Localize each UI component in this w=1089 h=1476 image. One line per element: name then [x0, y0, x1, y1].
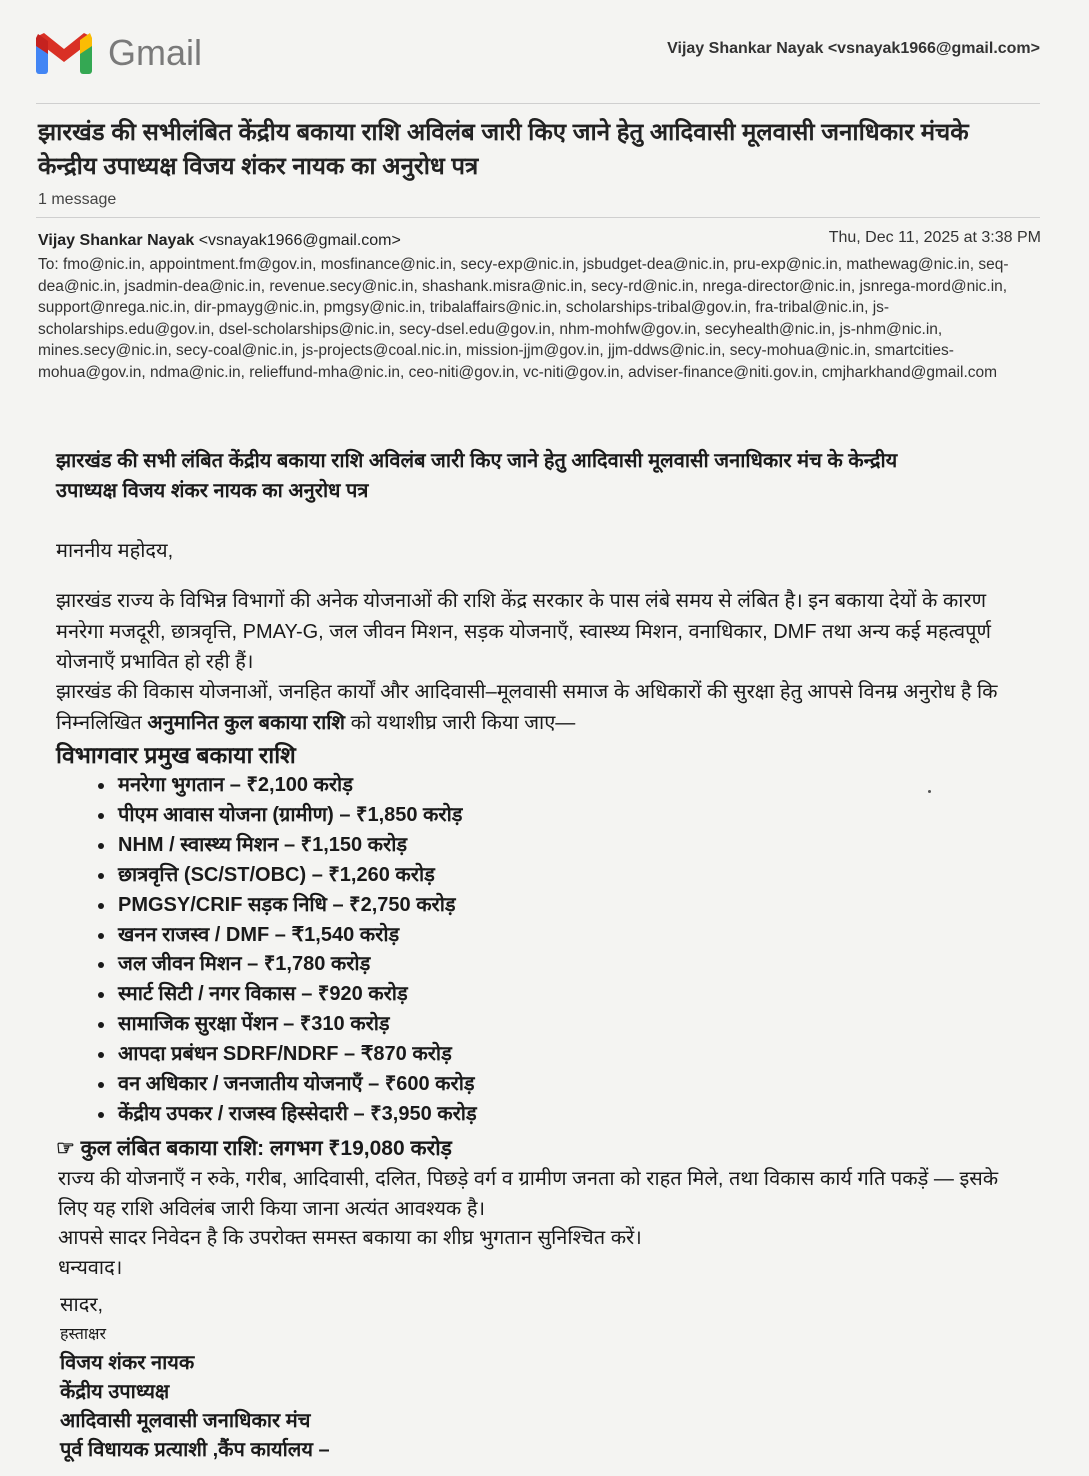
list-item: • सामाजिक सुरक्षा पेंशन – ₹310 करोड़	[116, 1010, 477, 1040]
sender-email: <vsnayak1966@gmail.com>	[198, 232, 401, 249]
request-text: झारखंड की विकास योजनाओं, जनहित कार्यों और आदिवासी–मूलवासी समाज के अधिकारों की सुरक्षा हेतु आपसे विनम्र अनुरोध है कि निम्नलिखित	[56, 681, 998, 734]
sender	[38, 232, 401, 250]
request-emphasis: अनुमानित कुल बकाया राशि	[147, 711, 346, 734]
signatory-role: केंद्रीय उपाध्यक्ष	[60, 1381, 170, 1403]
signature-block	[60, 1291, 330, 1465]
message-count: 1 message	[38, 191, 117, 208]
thanks: धन्यवाद।	[58, 1256, 123, 1279]
salutation: माननीय महोदय,	[56, 540, 174, 562]
list-item: • छात्रवृत्ति (SC/ST/OBC) – ₹1,260 करोड़	[116, 861, 477, 891]
list-item: • PMGSY/CRIF सड़क निधि – ₹2,750 करोड़	[116, 891, 477, 921]
letter-title: झारखंड की सभी लंबित केंद्रीय बकाया राशि अविलंब जारी किए जाने हेतु आदिवासी मूलवासी जनाधिकार मंच के केन्द्रीय उपाध्यक्ष विजय शंकर नायक का अनुरोध पत्र	[56, 450, 898, 502]
list-item: • पीएम आवास योजना (ग्रामीण) – ₹1,850 करोड़	[116, 801, 477, 831]
divider	[36, 217, 1040, 218]
message-date: Thu, Dec 11, 2025 at 3:38 PM	[828, 229, 1041, 246]
list-item: • स्मार्ट सिटी / नगर विकास – ₹920 करोड़	[116, 980, 477, 1010]
signature-label: हस्ताक्षर	[60, 1326, 107, 1343]
total-dues	[56, 1134, 452, 1162]
divider	[36, 103, 1040, 104]
regards: सादर,	[60, 1294, 104, 1316]
gmail-header	[36, 28, 1040, 78]
account-identity: Vijay Shankar Nayak <vsnayak1966@gmail.com>	[667, 40, 1040, 57]
gmail-wordmark: Gmail	[108, 32, 203, 73]
request-text-end: को यथाशीघ्र जारी किया जाए—	[345, 711, 576, 734]
pointing-hand-icon: ☞	[56, 1137, 75, 1160]
closing-paragraph: राज्य की योजनाएँ न रुके, गरीब, आदिवासी, दलित, पिछड़े वर्ग व ग्रामीण जनता को राहत मिले, तथा विकास कार्य गति पकड़ें — इसके लिए यह राशि अविलंब जारी किया जाना अत्यंत आवश्यक है।	[58, 1168, 999, 1220]
total-dues-text: कुल लंबित बकाया राशि: लगभग ₹19,080 करोड़	[80, 1137, 452, 1160]
list-item: • वन अधिकार / जनजातीय योजनाएँ – ₹600 करोड़	[116, 1070, 477, 1100]
speck	[928, 790, 931, 793]
paragraph-intro: झारखंड राज्य के विभिन्न विभागों की अनेक योजनाओं की राशि केंद्र सरकार के पास लंबे समय से लंबित है। इन बकाया देयों के कारण मनरेगा मजदूरी, छात्रवृत्ति, PMAY-G, जल जीवन मिशन, सड़क योजनाएँ, स्वास्थ्य मिशन, वनाधिकार, DMF तथा अन्य कई महत्वपूर्ण योजनाएँ प्रभावित हो रही हैं।	[56, 590, 991, 673]
thread-subject: झारखंड की सभीलंबित केंद्रीय बकाया राशि अविलंब जारी किए जाने हेतु आदिवासी मूलवासी जनाधिकार मंचके केन्द्रीय उपाध्यक्ष विजय शंकर नायक का अनुरोध पत्र	[38, 119, 969, 180]
signatory-org: आदिवासी मूलवासी जनाधिकार मंच	[60, 1410, 311, 1432]
list-item: • आपदा प्रबंधन SDRF/NDRF – ₹870 करोड़	[116, 1040, 477, 1070]
list-item: • NHM / स्वास्थ्य मिशन – ₹1,150 करोड़	[116, 831, 477, 861]
list-item: • केंद्रीय उपकर / राजस्व हिस्सेदारी – ₹3,950 करोड़	[116, 1100, 477, 1130]
section-heading: विभागवार प्रमुख बकाया राशि	[56, 742, 296, 768]
gmail-logo-icon	[36, 32, 92, 74]
signatory-name: विजय शंकर नायक	[60, 1352, 195, 1374]
closing	[58, 1165, 1033, 1283]
sender-name: Vijay Shankar Nayak	[38, 232, 195, 249]
paragraph-request	[56, 677, 1031, 738]
signatory-office: पूर्व विधायक प्रत्याशी ,कैंप कार्यालय –	[60, 1439, 330, 1461]
closing-request: आपसे सादर निवेदन है कि उपरोक्त समस्त बकाया का शीघ्र भुगतान सुनिश्चित करें।	[58, 1227, 642, 1249]
dues-list	[90, 771, 477, 1130]
list-item: • मनरेगा भुगतान – ₹2,100 करोड़	[116, 771, 477, 801]
recipients: To: fmo@nic.in, appointment.fm@gov.in, mosfinance@nic.in, secy-exp@nic.in, jsbudget-dea@nic.in, pru-exp@nic.in, mathewag@nic.in, seq-dea@nic.in, jsadmin-dea@nic.in, revenue.secy@nic.in, shashank.misra@nic.in, secy-rd@nic.in, nrega-director@nic.in, jsnrega-mord@nic.in, support@nrega.nic.in, dir-pmayg@nic.in, pmgsy@nic.in, tribalaffairs@nic.in, scholarships-tribal@gov.in, fra-tribal@nic.in, js-scholarships.edu@gov.in, dsel-scholarships@nic.in, secy-dsel.edu@gov.in, nhm-mohfw@gov.in, secyhealth@nic.in, js-nhm@nic.in, mines.secy@nic.in, secy-coal@nic.in, js-projects@coal.nic.in, mission-jjm@gov.in, jjm-ddws@nic.in, secy-mohua@nic.in, smartcities-mohua@gov.in, ndma@nic.in, relieffund-mha@nic.in, ceo-niti@gov.in, vc-niti@gov.in, adviser-finance@niti.gov.in, cmjharkhand@gmail.com	[38, 256, 1009, 381]
list-item: • खनन राजस्व / DMF – ₹1,540 करोड़	[116, 921, 477, 951]
list-item: • जल जीवन मिशन – ₹1,780 करोड़	[116, 950, 477, 980]
